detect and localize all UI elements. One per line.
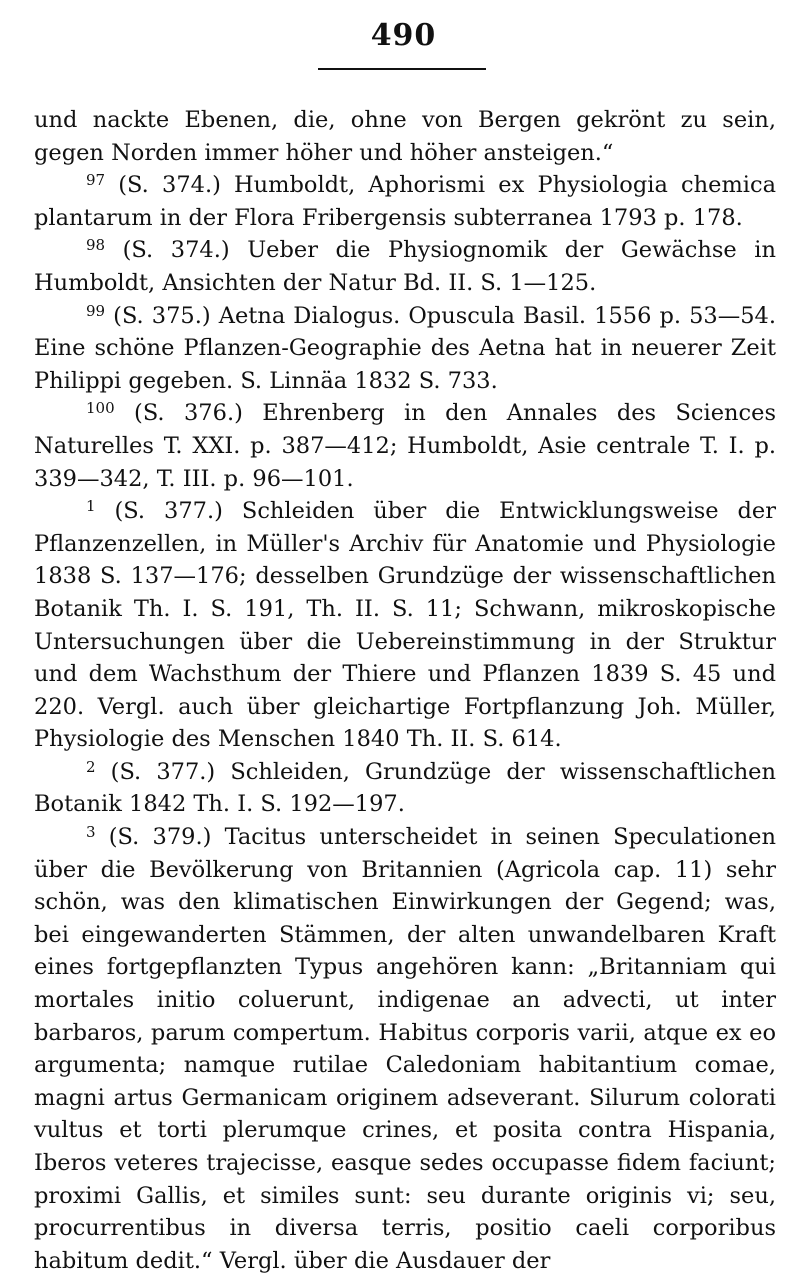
footnote-text: (S. 374.) Humboldt, Aphorismi ex Physiologia chemica plantarum in der Flora Fribergensis subterranea 1793 p. 178. bbox=[34, 172, 776, 231]
footnote-number: 3 bbox=[86, 823, 96, 842]
paragraph-continuation bbox=[34, 104, 776, 169]
footnote-99 bbox=[34, 300, 776, 398]
footnote-number: 98 bbox=[86, 236, 106, 255]
footnote-text: (S. 379.) Tacitus unterscheidet in seinen Speculationen über die Bevölkerung von Britannien (Agricola cap. 11) sehr schön, was den klimatischen Einwirkungen der Gegend; was, bei eingewanderten Stämmen, der alten unwandelbaren Kraft eines fortgepflanzten Typus angehören kann: „Britanniam qui mortales initio coluerunt, indigenae an advecti, ut inter barbaros, parum compertum. Habitus corporis varii, atque ex eo argumenta; namque rutilae Caledoniam habitantium comae, magni artus Germanicam originem adseverant. Silurum colorati vultus et torti plerumque crines, et posita contra Hispania, Iberos veteres trajecisse, easque sedes occupasse fidem faciunt; proximi Gallis, et similes sunt: seu durante originis vi; seu, procurrentibus in diversa terris, positio caeli corporibus habitum dedit.“ Vergl. über die Ausdauer der bbox=[34, 824, 776, 1274]
footnote-97 bbox=[34, 169, 776, 234]
footnote-text: (S. 376.) Ehrenberg in den Annales des Sciences Naturelles T. XXI. p. 387—412; Humboldt, Asie centrale T. I. p. 339—342, T. III. p. 96—101. bbox=[34, 400, 776, 492]
footnote-text: (S. 374.) Ueber die Physiognomik der Gewächse in Humboldt, Ansichten der Natur Bd. II. S. 1—125. bbox=[34, 237, 776, 296]
footnote-1 bbox=[34, 495, 776, 756]
footnote-number: 99 bbox=[86, 301, 106, 320]
footnote-100 bbox=[34, 397, 776, 495]
footnote-98 bbox=[34, 234, 776, 299]
page-number: 490 bbox=[370, 18, 437, 53]
footnote-text: (S. 375.) Aetna Dialogus. Opuscula Basil. 1556 p. 53—54. Eine schöne Pflanzen-Geographie des Aetna hat in neuerer Zeit Philippi gegeben. S. Linnäa 1832 S. 733. bbox=[34, 302, 776, 394]
paragraph-text: und nackte Ebenen, die, ohne von Bergen gekrönt zu sein, gegen Norden immer höher und höher ansteigen.“ bbox=[34, 107, 776, 166]
footnote-number: 97 bbox=[86, 171, 106, 190]
footnote-number: 2 bbox=[86, 757, 96, 776]
footnote-text: (S. 377.) Schleiden über die Entwicklungsweise der Pflanzenzellen, in Müller's Archiv für Anatomie und Physiologie 1838 S. 137—176; desselben Grundzüge der wissenschaftlichen Botanik Th. I. S. 191, Th. II. S. 11; Schwann, mikroskopische Untersuchungen über die Uebereinstimmung in der Struktur und dem Wachsthum der Thiere und Pflanzen 1839 S. 45 und 220. Vergl. auch über gleichartige Fortpflanzung Joh. Müller, Physiologie des Menschen 1840 Th. II. S. 614. bbox=[34, 498, 777, 753]
footnote-2 bbox=[34, 756, 776, 821]
footnote-number: 100 bbox=[86, 399, 115, 418]
footnote-number: 1 bbox=[86, 497, 96, 516]
header-rule bbox=[318, 68, 486, 70]
footnote-text: (S. 377.) Schleiden, Grundzüge der wissenschaftlichen Botanik 1842 Th. I. S. 192—197. bbox=[34, 758, 776, 818]
footnote-3 bbox=[34, 821, 776, 1277]
body-text bbox=[34, 104, 776, 1277]
